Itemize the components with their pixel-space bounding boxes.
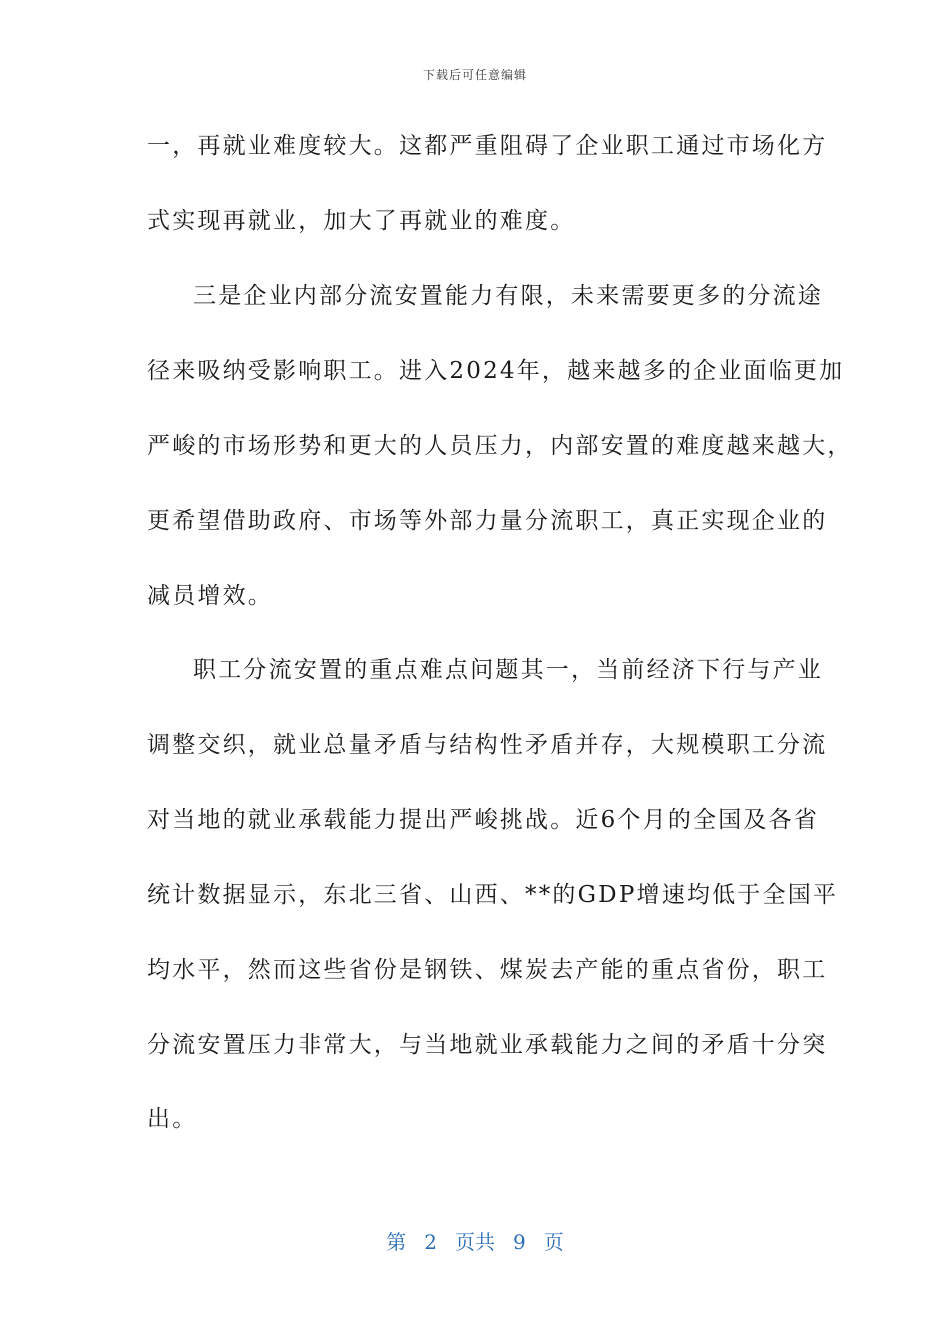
page-header-note: 下载后可任意编辑 — [422, 68, 527, 82]
body-line: 出。 — [147, 1106, 198, 1132]
footer-total-pages: 9 — [513, 1230, 526, 1254]
page-footer — [0, 1226, 950, 1255]
body-line: 调整交织，就业总量矛盾与结构性矛盾并存，大规模职工分流 — [147, 732, 828, 758]
body-line: 减员增效。 — [147, 583, 273, 609]
body-line: 严峻的市场形势和更大的人员压力，内部安置的难度越来越大， — [147, 433, 853, 459]
body-line: 分流安置压力非常大，与当地就业承载能力之间的矛盾十分突 — [147, 1032, 828, 1058]
body-line: 统计数据显示，东北三省、山西、**的GDP增速均低于全国平 — [147, 882, 839, 908]
body-line: 式实现再就业，加大了再就业的难度。 — [147, 208, 576, 234]
footer-page-number: 2 — [424, 1230, 437, 1254]
footer-suffix: 页 — [543, 1230, 564, 1254]
body-line: 对当地的就业承载能力提出严峻挑战。近6个月的全国及各省 — [147, 807, 820, 833]
body-line: 一，再就业难度较大。这都严重阻碍了企业职工通过市场化方 — [147, 133, 828, 159]
body-line: 三是企业内部分流安置能力有限，未来需要更多的分流途 — [193, 283, 823, 309]
footer-middle: 页共 — [455, 1230, 495, 1254]
body-line: 更希望借助政府、市场等外部力量分流职工，真正实现企业的 — [147, 508, 828, 534]
body-line: 均水平，然而这些省份是钢铁、煤炭去产能的重点省份，职工 — [147, 957, 828, 983]
body-line: 职工分流安置的重点难点问题其一，当前经济下行与产业 — [193, 657, 823, 683]
body-line: 径来吸纳受影响职工。进入2024年，越来越多的企业面临更加 — [147, 358, 845, 384]
footer-prefix: 第 — [386, 1230, 407, 1254]
